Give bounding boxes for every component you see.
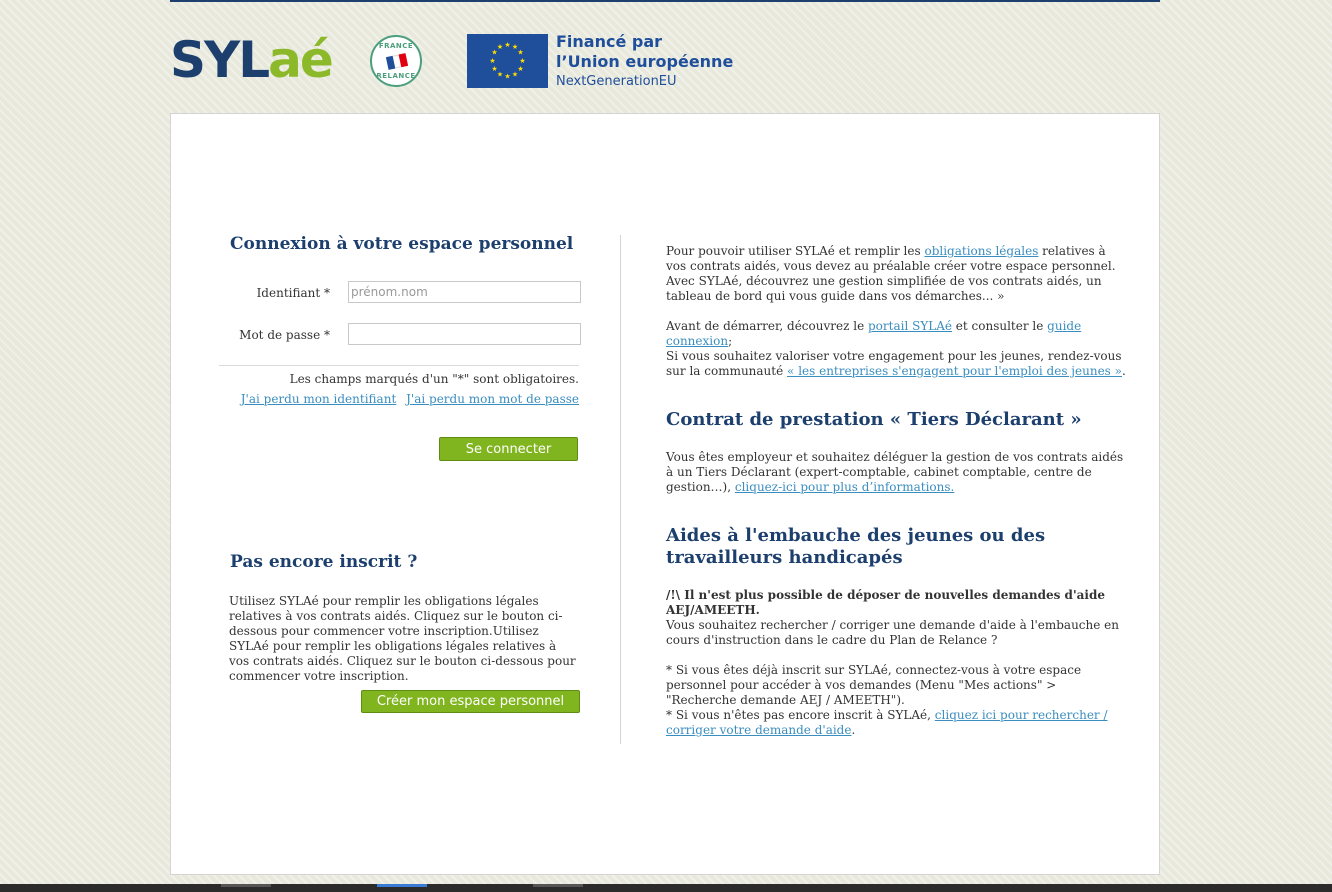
info-p3-text-a: Si vous souhaitez valoriser votre engagement pour les jeunes, rendez-vous sur la communauté <box>666 349 1122 378</box>
search-correct-aid-link[interactable]: cliquez ici pour rechercher / corriger votre demande d'aide <box>666 708 1108 737</box>
info-p2-text-b: et consulter le <box>951 319 1048 333</box>
eu-line-3: NextGenerationEU <box>556 74 677 89</box>
taskbar-item[interactable] <box>221 884 271 887</box>
identifier-input[interactable] <box>348 281 581 303</box>
svg-text:★: ★ <box>496 70 504 79</box>
login-title: Connexion à votre espace personnel <box>230 234 574 254</box>
svg-text:★: ★ <box>511 70 519 79</box>
taskbar-item[interactable] <box>377 884 427 887</box>
france-relance-logo <box>370 35 422 87</box>
main-panel <box>170 113 1160 875</box>
mandatory-fields-note: Les champs marqués d'un "*" sont obligatoires. <box>289 372 579 386</box>
svg-text:★: ★ <box>491 48 498 57</box>
login-button[interactable]: Se connecter <box>439 437 578 461</box>
info-p2-text-c: ; <box>728 334 733 348</box>
connection-guide-link[interactable]: guide connexion <box>666 319 1082 348</box>
info-paragraph-1 <box>666 244 1129 304</box>
logo-text-ae: aé <box>268 31 332 89</box>
create-account-button[interactable]: Créer mon espace personnel <box>361 690 580 713</box>
info-p2-text-a: Avant de démarrer, découvrez le <box>666 319 868 333</box>
svg-text:★: ★ <box>511 43 519 51</box>
password-input[interactable] <box>348 323 581 345</box>
identifier-label: Identifiant * <box>256 286 330 300</box>
info-p1-text-a: Pour pouvoir utiliser SYLAé et remplir les <box>666 244 925 258</box>
info-p3-text-b: . <box>1122 364 1126 378</box>
hiring-aid-paragraph-3 <box>666 708 1129 738</box>
svg-text:★: ★ <box>504 41 511 49</box>
svg-text:★: ★ <box>517 48 524 57</box>
youth-employment-community-link[interactable]: « les entreprises s'engagent pour l'emploi des jeunes » <box>787 364 1122 378</box>
hiring-aid-warning: /!\ Il n'est plus possible de déposer de nouvelles demandes d'aide AEJ/AMEETH. <box>666 588 1105 617</box>
lost-identifier-link[interactable]: J'ai perdu mon identifiant <box>240 392 397 406</box>
info-p1-text-b: relatives à vos contrats aidés, vous devez au préalable créer votre espace personnel. Avec SYLAé, découvrez une gestion simplifiée de vos contrats aidés, un tableau de bord qui vous guide dans vos démarches... » <box>666 244 1116 303</box>
france-relance-bottom-text: RELANCE <box>376 72 416 80</box>
svg-text:★: ★ <box>496 43 504 51</box>
eu-line-2: l’Union européenne <box>556 52 734 71</box>
hiring-aid-paragraph-1: Vous souhaitez rechercher / corriger une demande d'aide à l'embauche en cours d'instruction dans le cadre du Plan de Relance ? <box>666 618 1119 647</box>
hiring-aid-paragraph-2: * Si vous êtes déjà inscrit sur SYLAé, connectez-vous à votre espace personnel pour accéder à vos demandes (Menu "Mes actions" > "Recherche demande AEJ / AMEETH"). <box>666 663 1082 707</box>
legal-obligations-link[interactable]: obligations légales <box>924 244 1039 258</box>
taskbar <box>0 884 1332 892</box>
register-title: Pas encore inscrit ? <box>230 552 418 572</box>
aid-p3-text-a: * Si vous n'êtes pas encore inscrit à SYLAé, <box>666 708 935 722</box>
eu-funding-text <box>556 32 733 92</box>
svg-text:★: ★ <box>491 65 498 73</box>
sylae-portal-link[interactable]: portail SYLAé <box>867 319 952 333</box>
eu-flag-icon <box>467 34 548 88</box>
column-divider <box>620 235 621 744</box>
password-label: Mot de passe * <box>239 328 330 342</box>
tiers-more-info-link[interactable]: cliquez-ici pour plus d’informations. <box>734 480 955 494</box>
lost-credentials-links <box>219 392 579 406</box>
hiring-aid-title: Aides à l'embauche des jeunes ou des travailleurs handicapés <box>666 525 1046 568</box>
svg-text:★: ★ <box>519 57 526 65</box>
info-paragraph-3 <box>666 349 1129 379</box>
french-flag-icon <box>386 53 408 70</box>
info-paragraph-2 <box>666 319 1129 349</box>
svg-text:★: ★ <box>504 72 511 81</box>
svg-text:★: ★ <box>517 65 524 73</box>
logo-text-syl: SYL <box>170 31 269 89</box>
register-text: Utilisez SYLAé pour remplir les obligations légales relatives à vos contrats aidés. Cliquez sur le bouton ci-dessous pour commencer votre inscription.Utilisez SYLAé pour remplir les obligations légales relatives à vos contrats aidés. Cliquez sur le bouton ci-dessous pour commencer votre inscription. <box>229 594 576 683</box>
taskbar-item[interactable] <box>533 884 583 887</box>
tiers-text-a: Vous êtes employeur et souhaitez déléguer la gestion de vos contrats aidés à un Tiers Déclarant (expert-comptable, cabinet comptable, centre de gestion…), <box>666 450 1124 494</box>
header-top-rule <box>170 0 1160 2</box>
svg-text:★: ★ <box>489 57 496 65</box>
tiers-declarant-title: Contrat de prestation « Tiers Déclarant » <box>666 409 1082 430</box>
france-relance-top-text: FRANCE <box>378 42 414 50</box>
lost-password-link[interactable]: J'ai perdu mon mot de passe <box>406 392 579 406</box>
sylae-logo[interactable] <box>170 30 332 90</box>
form-divider <box>219 365 579 366</box>
aid-p3-text-b: . <box>851 723 856 737</box>
tiers-declarant-text <box>666 450 1129 495</box>
eu-line-1: Financé par <box>556 32 663 51</box>
